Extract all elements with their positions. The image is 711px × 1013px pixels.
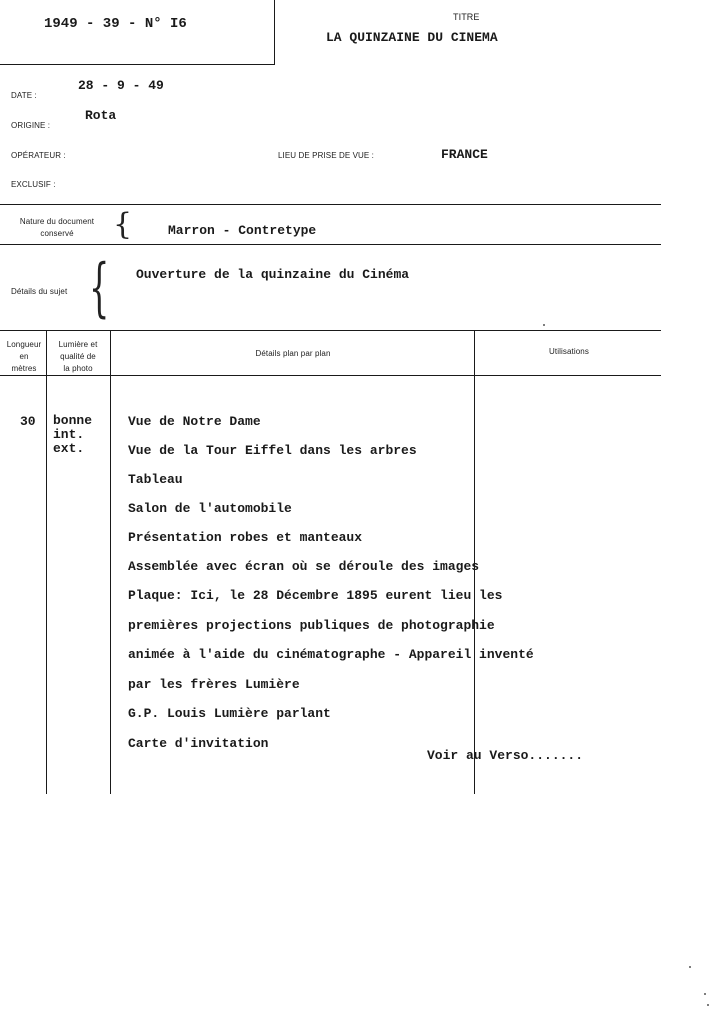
- reference-number: 1949 - 39 - N° I6: [44, 16, 187, 32]
- nature-label-line2: conservé: [40, 229, 74, 238]
- longueur-value: 30: [20, 414, 36, 429]
- detail-entry: Plaque: Ici, le 28 Décembre 1895 eurent lieu les: [128, 588, 503, 603]
- scan-speck: [543, 324, 545, 326]
- lieu-value: FRANCE: [441, 147, 488, 162]
- quality-line-3: ext.: [53, 441, 85, 456]
- separator-fields: [0, 204, 661, 205]
- col-header-details: Détails plan par plan: [255, 349, 331, 358]
- titre-value: LA QUINZAINE DU CINEMA: [326, 30, 498, 45]
- header-longueur-line2: en: [19, 352, 29, 361]
- header-longueur-line1: Longueur: [6, 340, 42, 349]
- header-lumiere-line2: qualité de: [60, 352, 96, 361]
- origine-label: ORIGINE :: [11, 121, 51, 130]
- header-lumiere-line1: Lumière et: [58, 340, 98, 349]
- separator-sujet: [0, 330, 661, 331]
- sujet-label: Détails du sujet: [11, 287, 68, 296]
- quality-line-2: int.: [53, 427, 85, 442]
- reference-box: [0, 0, 275, 65]
- detail-entry: Vue de la Tour Eiffel dans les arbres: [128, 443, 417, 458]
- column-divider-1: [46, 330, 47, 794]
- separator-header: [0, 375, 661, 376]
- detail-entry: par les frères Lumière: [128, 677, 300, 692]
- nature-label-line1: Nature du document: [19, 217, 95, 226]
- header-lumiere-line3: la photo: [63, 364, 93, 373]
- col-header-longueur: [2, 339, 46, 375]
- date-label: DATE :: [11, 91, 37, 100]
- quality-line-1: bonne: [53, 413, 93, 428]
- nature-value: Marron - Contretype: [168, 223, 317, 238]
- detail-entry: Tableau: [128, 472, 183, 487]
- detail-entry: animée à l'aide du cinématographe - Appareil inventé: [128, 647, 534, 662]
- col-header-lumiere: [48, 339, 108, 375]
- lieu-label: LIEU DE PRISE DE VUE :: [278, 151, 375, 160]
- header-longueur-line3: mètres: [11, 364, 37, 373]
- detail-entry: Carte d'invitation: [128, 736, 269, 751]
- col-header-utilisations: Utilisations: [549, 347, 589, 356]
- detail-entry: G.P. Louis Lumière parlant: [128, 706, 331, 721]
- verso-note: Voir au Verso.......: [427, 748, 584, 763]
- detail-entry: Assemblée avec écran où se déroule des images: [128, 559, 480, 574]
- titre-label: TITRE: [453, 12, 480, 22]
- sujet-brace: {: [89, 251, 110, 325]
- scan-speck: [689, 966, 691, 968]
- detail-entry: Salon de l'automobile: [128, 501, 292, 516]
- detail-entry: Vue de Notre Dame: [128, 414, 261, 429]
- separator-nature: [0, 244, 661, 245]
- date-value: 28 - 9 - 49: [78, 78, 164, 93]
- operateur-label: OPÉRATEUR :: [11, 151, 66, 160]
- quality-cell: [53, 414, 92, 456]
- detail-entry: Présentation robes et manteaux: [128, 530, 363, 545]
- exclusif-label: EXCLUSIF :: [11, 180, 56, 189]
- detail-entry: premières projections publiques de photographie: [128, 618, 495, 633]
- column-divider-2: [110, 330, 111, 794]
- scan-speck: [704, 993, 706, 995]
- nature-brace: {: [113, 207, 133, 242]
- nature-label: [4, 216, 110, 240]
- sujet-value: Ouverture de la quinzaine du Cinéma: [136, 267, 410, 282]
- origine-value: Rota: [85, 108, 117, 123]
- scan-speck: [707, 1004, 709, 1006]
